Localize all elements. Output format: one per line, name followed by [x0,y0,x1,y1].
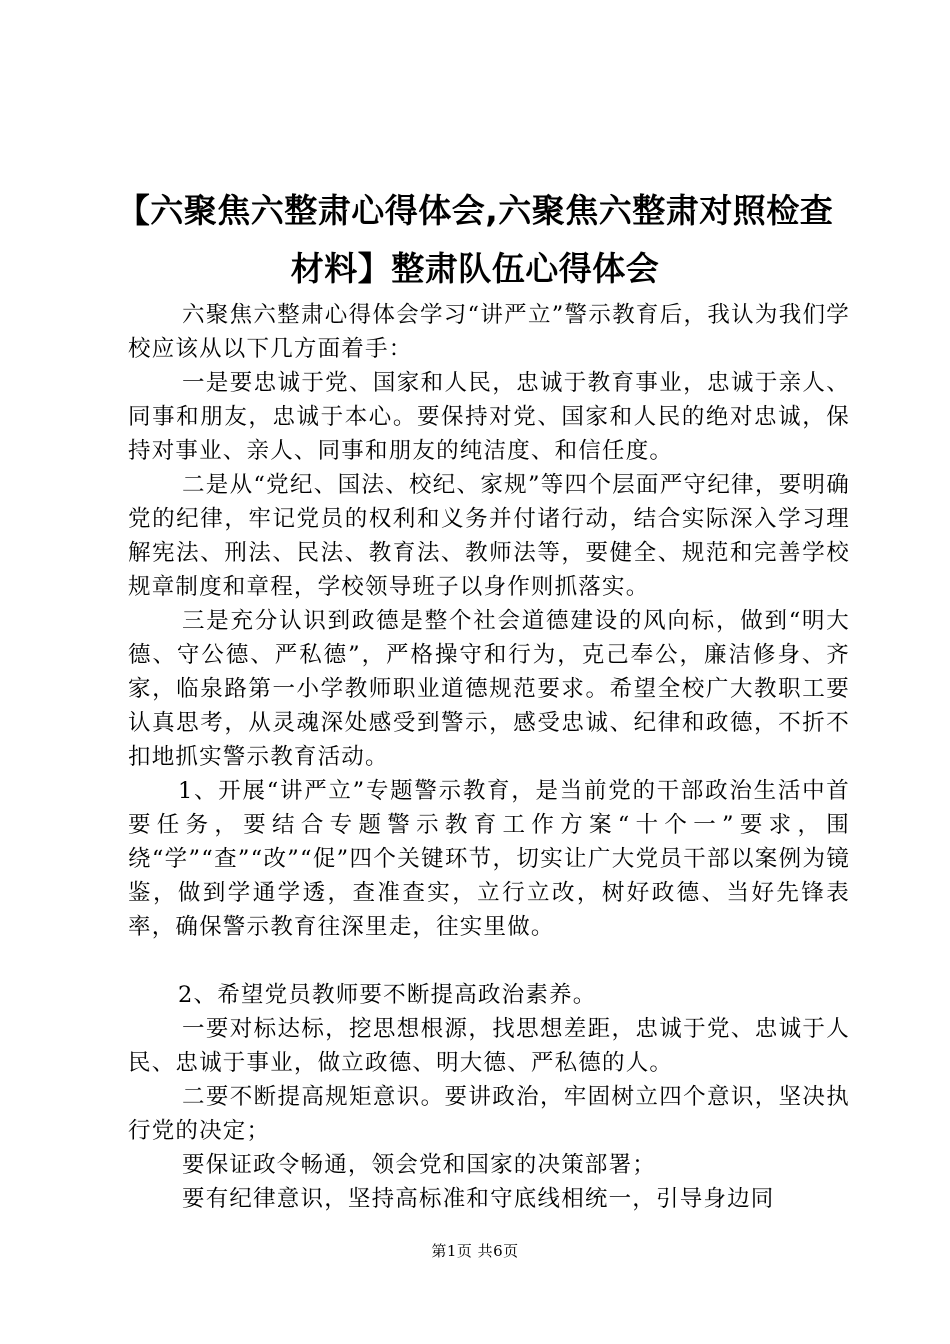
paragraph: 二要不断提高规矩意识。要讲政治，牢固树立四个意识，坚决执行党的决定； [128,1084,850,1144]
page-number-footer: 第1页 共6页 [431,1242,519,1260]
paragraph: 二是从“党纪、国法、校纪、家规”等四个层面严守纪律，要明确党的纪律，牢记党员的权利和义务并付诸行动，结合实际深入学习理解宪法、刑法、民法、教育法、教师法等，要健全、规范和完善学校规章制度和章程，学校领导班子以身作则抓落实。 [128,472,850,600]
document-body [128,298,850,1216]
paragraph: 一要对标达标，挖思想根源，找思想差距，忠诚于党、忠诚于人民、忠诚于事业，做立政德、明大德、严私德的人。 [128,1016,850,1076]
paragraph: 要有纪律意识，坚持高标准和守底线相统一，引导身边同 [182,1186,775,1212]
paragraph: 要保证政令畅通，领会党和国家的决策部署； [182,1152,657,1178]
paragraph: 一是要忠诚于党、国家和人民，忠诚于教育事业，忠诚于亲人、同事和朋友，忠诚于本心。要保持对党、国家和人民的绝对忠诚，保持对事业、亲人、同事和朋友的纯洁度、和信任度。 [128,370,850,464]
paragraph: 1、开展“讲严立”专题警示教育，是当前党的干部政治生活中首要任务，要结合专题警示教育工作方案“十个一”要求，围绕“学”“查”“改”“促”四个关键环节，切实让广大党员干部以案例为镜鉴，做到学通学透，查准查实，立行立改，树好政德、当好先锋表率，确保警示教育往深里走，往实里做。 [128,778,850,940]
paragraph: 三是充分认识到政德是整个社会道德建设的风向标，做到“明大德、守公德、严私德”，严格操守和行为，克己奉公，廉洁修身、齐家，临泉路第一小学教师职业道德规范要求。希望全校广大教职工要认真思考，从灵魂深处感受到警示，感受忠诚、纪律和政德，不折不扣地抓实警示教育活动。 [128,608,850,770]
paragraph: 六聚焦六整肃心得体会学习“讲严立”警示教育后，我认为我们学校应该从以下几方面着手： [128,302,850,362]
paragraph: 2、希望党员教师要不断提高政治素养。 [178,982,597,1008]
document-title: 【六聚焦六整肃心得体会,六聚焦六整肃对照检查材料】整肃队伍心得体会 [116,191,834,288]
